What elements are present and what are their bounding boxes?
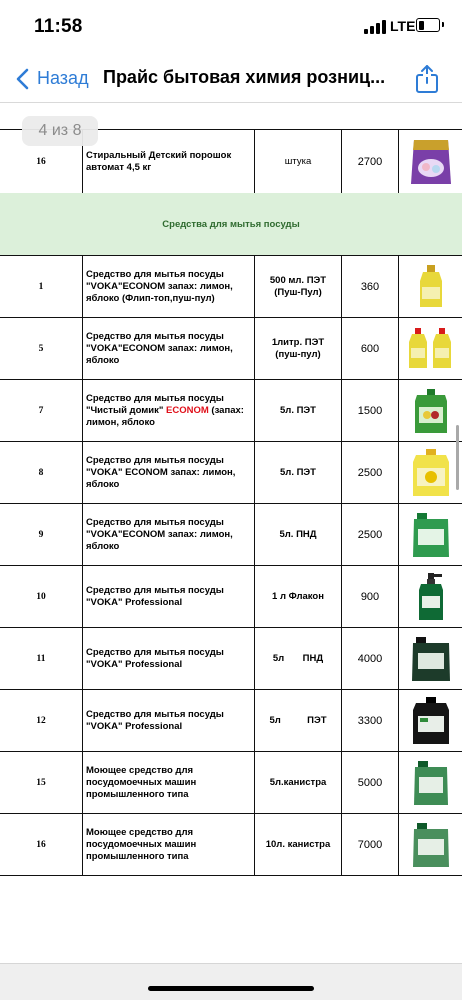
product-image	[399, 130, 462, 194]
status-bar	[0, 0, 462, 56]
row-number: 12	[0, 690, 83, 751]
product-image	[399, 504, 462, 565]
product-price: 3300	[342, 690, 399, 751]
product-price: 900	[342, 566, 399, 627]
product-name: Средство для мытья посуды "VOKA" Professional	[83, 690, 255, 751]
product-pack: 5л.канистра	[255, 752, 342, 813]
product-pack: 5л ПЭТ	[255, 690, 342, 751]
product-name: Средство для мытья посуды "VOKA"ECONOM запах: лимон, яблоко (Флип-топ,пуш-пул)	[83, 256, 255, 317]
table-row	[0, 256, 462, 318]
product-price: 1500	[342, 380, 399, 441]
dark-canister-image	[410, 635, 452, 683]
product-price: 600	[342, 318, 399, 379]
row-number: 16	[0, 814, 83, 875]
green-canister-image	[411, 821, 451, 869]
powder-bag-image	[408, 136, 454, 188]
product-image	[399, 318, 462, 379]
section-header: Средства для мытья посуды	[0, 193, 462, 256]
product-name: Средство для мытья посуды "VOKA"ECONOM запах: лимон, яблоко	[83, 504, 255, 565]
product-pack: 500 мл. ПЭТ (Пуш-Пул)	[255, 256, 342, 317]
product-pack: 5л. ПЭТ	[255, 380, 342, 441]
battery-icon	[416, 18, 440, 32]
product-name: Средство для мытья посуды "VOKA"ECONOM запах: лимон, яблоко	[83, 318, 255, 379]
green-canister-image	[412, 759, 450, 807]
table-row	[0, 690, 462, 752]
product-name-part: (запах: лимон, яблоко	[86, 404, 244, 428]
product-pack: 5л ПНД	[255, 628, 342, 689]
page-indicator: 4 из 8	[22, 116, 98, 146]
product-pack: 10л. канистра	[255, 814, 342, 875]
pump-bottle-image	[416, 572, 446, 622]
row-number: 9	[0, 504, 83, 565]
product-pack: 5л. ПЭТ	[255, 442, 342, 503]
signal-icon	[364, 20, 386, 34]
product-price: 7000	[342, 814, 399, 875]
home-indicator[interactable]	[148, 986, 314, 991]
product-image	[399, 814, 462, 875]
status-time: 11:58	[34, 16, 83, 37]
product-name: Стиральный Детский порошок автомат 4,5 кг	[83, 130, 255, 194]
product-pack: 1литр. ПЭТ (пуш-пул)	[255, 318, 342, 379]
product-name	[83, 380, 255, 441]
back-chevron-icon[interactable]	[14, 68, 32, 90]
product-name: Средство для мытья посуды "VOKA" Professional	[83, 628, 255, 689]
product-price: 2500	[342, 442, 399, 503]
product-price: 2500	[342, 504, 399, 565]
product-pack: 1 л Флакон	[255, 566, 342, 627]
product-image	[399, 752, 462, 813]
table-row	[0, 318, 462, 380]
bottom-toolbar	[0, 963, 462, 1000]
network-label: LTE	[390, 18, 416, 34]
green-canister-image	[411, 511, 451, 559]
share-icon[interactable]	[414, 64, 440, 94]
table-row	[0, 814, 462, 876]
row-number: 1	[0, 256, 83, 317]
product-price: 5000	[342, 752, 399, 813]
product-name: Моющее средство для посудомоечных машин промышленного типа	[83, 752, 255, 813]
product-name-part: Средство для мытья посуды "Чистый домик"	[86, 392, 224, 416]
product-image	[399, 442, 462, 503]
row-number: 16	[0, 130, 83, 194]
yellow-canister-image	[411, 448, 451, 498]
econom-label: ECONOM	[166, 404, 209, 416]
green-canister-image	[413, 387, 449, 435]
product-pack: штука	[255, 130, 342, 194]
table-row	[0, 504, 462, 566]
product-price: 2700	[342, 130, 399, 194]
black-canister-image	[411, 696, 451, 746]
product-pack: 5л. ПНД	[255, 504, 342, 565]
product-name: Средство для мытья посуды "VOKA" Professional	[83, 566, 255, 627]
product-image	[399, 256, 462, 317]
scrollbar[interactable]	[456, 425, 459, 490]
row-number: 10	[0, 566, 83, 627]
product-name: Средство для мытья посуды "VOKA" ECONOM запах: лимон, яблоко	[83, 442, 255, 503]
document-page[interactable]	[0, 103, 462, 963]
document-title: Прайс бытовая химия розниц...	[103, 67, 386, 87]
row-number: 11	[0, 628, 83, 689]
row-number: 8	[0, 442, 83, 503]
navigation-bar	[0, 56, 462, 103]
battery-cap	[442, 22, 444, 27]
small-bottle-image	[416, 263, 446, 311]
product-image	[399, 566, 462, 627]
table-row	[0, 566, 462, 628]
row-number: 15	[0, 752, 83, 813]
product-price: 4000	[342, 628, 399, 689]
table-row	[0, 628, 462, 690]
product-image	[399, 628, 462, 689]
table-row	[0, 442, 462, 504]
row-number: 5	[0, 318, 83, 379]
product-image	[399, 380, 462, 441]
product-price: 360	[342, 256, 399, 317]
table-row	[0, 752, 462, 814]
two-bottles-image	[408, 326, 454, 372]
row-number: 7	[0, 380, 83, 441]
back-button[interactable]: Назад	[37, 68, 89, 88]
product-name: Моющее средство для посудомоечных машин промышленного типа	[83, 814, 255, 875]
product-image	[399, 690, 462, 751]
table-row	[0, 380, 462, 442]
